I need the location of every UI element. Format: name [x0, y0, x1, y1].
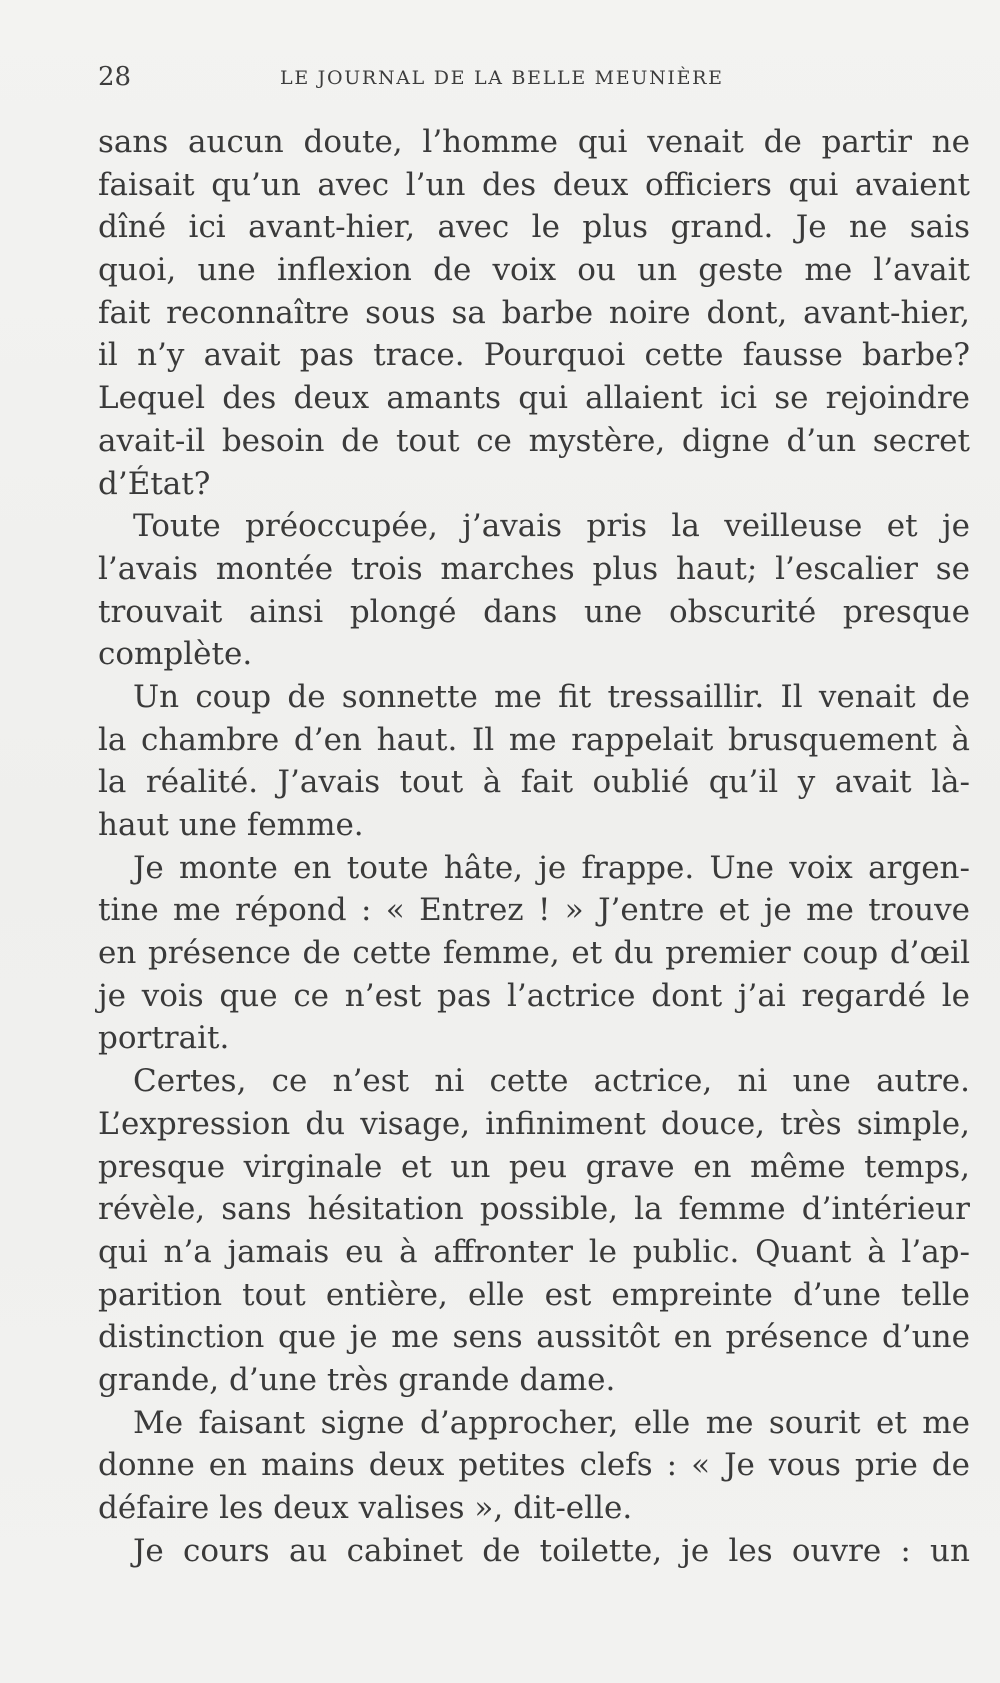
text-line: trouvait ainsi plongé dans une obscurité presque — [98, 593, 970, 630]
text-line: portrait. — [98, 1020, 230, 1057]
text-line: sans aucun doute, l’homme qui venait de partir ne — [98, 124, 970, 160]
text-line: haut une femme. — [98, 807, 364, 843]
text-line: la réalité. J’avais tout à fait oublié qu’il y avait là- — [98, 764, 970, 801]
text-line: avait-il besoin de tout ce mystère, digne d’un secret — [98, 422, 970, 459]
text-line: Un coup de sonnette me fit tressaillir. Il venait de — [133, 678, 970, 715]
text-line: fait reconnaître sous sa barbe noire dont, avant-hier, — [98, 294, 970, 331]
text-line: quoi, une inflexion de voix ou un geste me l’avait — [98, 252, 970, 289]
text-line: d’État? — [98, 465, 211, 502]
text-line: qui n’a jamais eu à affronter le public. Quant à l’ap- — [98, 1233, 970, 1270]
text-line: Je cours au cabinet de toilette, je les ouvre : un — [133, 1532, 970, 1569]
text-line: Me faisant signe d’approcher, elle me sourit et me — [133, 1404, 970, 1441]
text-line: Toute préoccupée, j’avais pris la veilleuse et je — [133, 508, 970, 545]
text-line: L’expression du visage, infiniment douce, très simple, — [98, 1105, 970, 1142]
text-line: il n’y avait pas trace. Pourquoi cette fausse barbe? — [98, 337, 970, 374]
text-line: Je monte en toute hâte, je frappe. Une voix argen- — [133, 849, 970, 886]
text-line: Lequel des deux amants qui allaient ici se rejoindre — [98, 380, 970, 417]
text-line: je vois que ce n’est pas l’actrice dont j’ai regardé le — [98, 977, 970, 1014]
text-line: défaire les deux valises », dit-elle. — [98, 1490, 633, 1526]
body-text — [98, 121, 970, 1572]
text-line: parition tout entière, elle est empreinte d’une telle — [98, 1276, 970, 1313]
text-line: Certes, ce n’est ni cette actrice, ni une autre. — [133, 1063, 970, 1100]
text-line: révèle, sans hésitation possible, la femme d’intérieur — [98, 1191, 970, 1228]
text-line: presque virginale et un peu grave en même temps, — [98, 1148, 970, 1185]
text-line: distinction que je me sens aussitôt en présence d’une — [98, 1319, 970, 1356]
text-line: donne en mains deux petites clefs : « Je vous prie de — [98, 1447, 970, 1484]
text-line: dîné ici avant-hier, avec le plus grand. Je ne sais — [98, 209, 970, 246]
text-line: tine me répond : « Entrez ! » J’entre et je me trouve — [98, 892, 970, 929]
page-header — [98, 62, 786, 92]
text-line: complète. — [98, 636, 253, 673]
text-line: grande, d’une très grande dame. — [98, 1361, 616, 1398]
text-line: la chambre d’en haut. Il me rappelait brusquement à — [98, 721, 970, 758]
running-title: LE JOURNAL DE LA BELLE MEUNIÈRE — [280, 67, 724, 89]
text-line: en présence de cette femme, et du premier coup d’œil — [98, 935, 970, 972]
text-line: l’avais montée trois marches plus haut; l’escalier se — [98, 550, 970, 587]
page-number: 28 — [98, 62, 132, 92]
text-line: faisait qu’un avec l’un des deux officiers qui avaient — [98, 166, 970, 203]
